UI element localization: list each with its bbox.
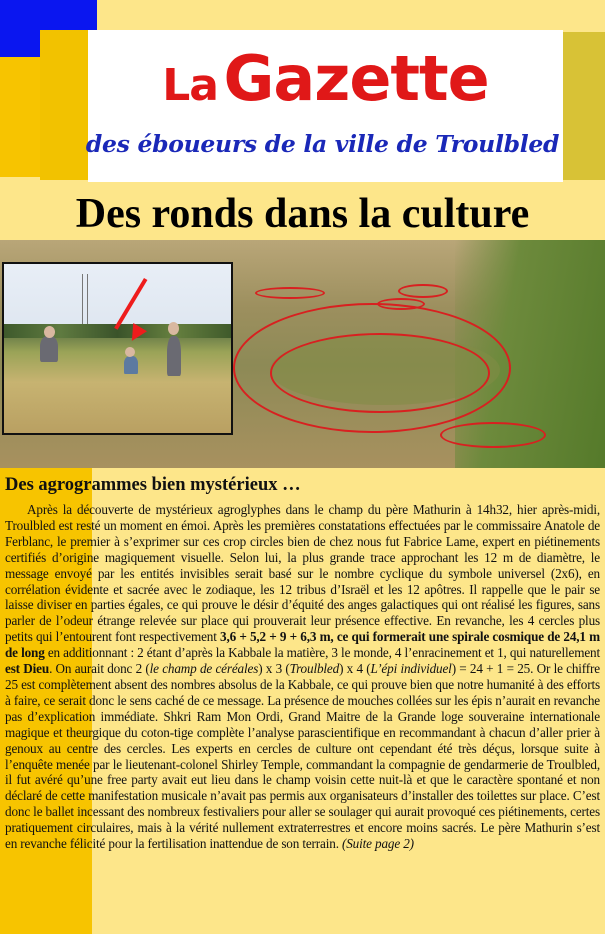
- masthead: [85, 30, 563, 182]
- article-body: [5, 502, 600, 852]
- title-main: Gazette: [223, 42, 489, 115]
- crop-ring: [398, 284, 448, 298]
- text-run: en additionnant : 2 étant d’après la Kabbale la matière, 3 le monde, 4 l’enracinement et 1, qui naturellement: [44, 645, 600, 661]
- text-run: . On aurait donc 2 (: [49, 661, 150, 677]
- crop-ring: [255, 287, 325, 299]
- red-arrow-shaft: [114, 278, 147, 330]
- person: [124, 356, 138, 374]
- title-prefix: La: [162, 60, 218, 111]
- text-run-italic: Troulbled: [289, 661, 340, 677]
- text-run: ) x 3 (: [258, 661, 290, 677]
- newspaper-subtitle: des éboueurs de la ville de Troulbled: [85, 130, 560, 158]
- text-run: ) = 24 + 1 = 25. Or le chiffre 25 est complètement absent des nombres absolus de la Kabbale, ce qui prouve bien que notre humanité à des efforts à faire, ce serait donc le sens caché de ce message. La présence de mouches collées sur les épis n’aurait en revanche pas d’explication immédiate. Shkri Ram Mon Ordi, Grand Maitre de la Grande loge souveraine internationale magique et theurgique du coton-tige complète l’analyse parascientifique en recommandant à chacun d’aller prier à genoux au centre des cercles. Les experts en cercles de culture ont cependant été très déçus, lorsque suite à l’enquête menée par le lieutenant-colonel Shirley Temple, commandant la compagnie de gendarmerie de Troulbled, il fut avéré qu’une free party avait eut lieu dans le champ voisin cette nuit-là et que le caractère spontané et non déclaré de cette manifestation musicale n’avait pas permis aux organisateurs d’installer des toilettes sur place. C’est donc le ballet incessant des nombreux festivaliers pour aller se soulager qui aurait provoqué ces piétinements, certes pratiquement circulaires, mais à la vérité nullement extraterrestres et encore moins sacrés. Le père Mathurin s’est en revanche félicité pour la fertilisation inattendue de son terrain.: [5, 661, 600, 852]
- text-run: ) x 4 (: [339, 661, 371, 677]
- person-head: [168, 322, 179, 335]
- person-head: [125, 347, 135, 357]
- crop-ring: [270, 333, 490, 413]
- article-subhead: Des agrogrammes bien mystérieux …: [5, 475, 301, 495]
- article: [0, 468, 605, 934]
- crop-ring: [440, 422, 546, 448]
- text-run-italic: le champ de céréales: [149, 661, 259, 677]
- text-run-bold: 3,6 + 5,2 + 9 + 6,3 m, ce qui formerait une spirale cosmique de 24,1 m de long: [5, 629, 600, 661]
- page-headline: Des ronds dans la culture: [75, 191, 530, 237]
- continued-link[interactable]: (Suite page 2): [342, 836, 414, 852]
- text-run-italic: L’épi individuel: [370, 661, 452, 677]
- newspaper-title: [88, 42, 563, 115]
- text-run-bold: est Dieu: [5, 661, 50, 677]
- person: [167, 336, 181, 376]
- field-people-photo: [2, 262, 233, 435]
- person: [40, 336, 58, 362]
- person-head: [44, 326, 55, 338]
- masthead-yellow-block: [0, 57, 40, 177]
- text-run: Après la découverte de mystérieux agroglyphes dans le champ du père Mathurin à 14h32, hier après-midi, Troulbled est resté un moment en émoi. Après les premières constatations effectuées par le commissaire Anatole de Ferblanc, le premier à s’exprimer sur ces crop circles bien de chez nous fut Fabrice Lame, expert en piétinements certifiés d’origine magiquement visuelle. Selon lui, la plus grande trace approchant les 12 m de diamètre, le message envoyé par les entités invisibles serait basé sur le nombre cyclique du symbole universel (2x6), en corrélation évidente et sacrée avec le zodiaque, les 12 tribus d’Israël et les 12 apôtres. Il rappelle que le pair se laisse diviser en parties égales, ce qui prouve le désir d’équité des anges galactiques qui ont réalisé les figures, sans parler de l’odeur étrange relevée sur place qui prouverait leur présence effective. En revanche, les 4 cercles plus petits qui l’entourent font respectivement: [5, 502, 600, 645]
